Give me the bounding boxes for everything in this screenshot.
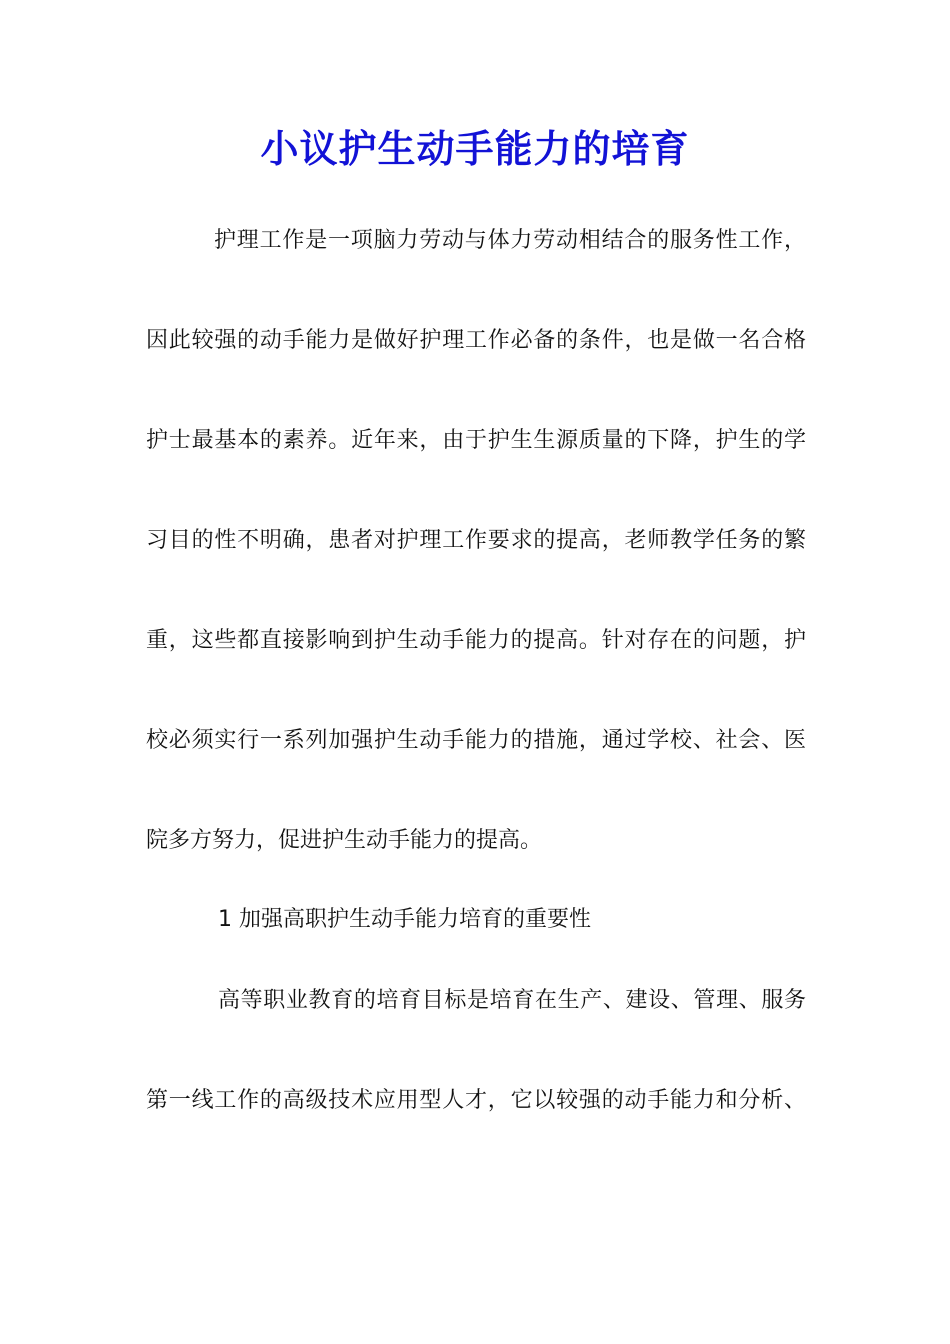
document-title: 小议护生动手能力的培育 <box>260 126 690 171</box>
paragraph-1-line-2: 因此较强的动手能力是做好护理工作必备的条件，也是做一名合格 <box>146 328 806 353</box>
paragraph-1-line-1: 护理工作是一项脑力劳动与体力劳动相结合的服务性工作， <box>214 228 806 253</box>
paragraph-1-line-7: 院多方努力，促进护生动手能力的提高。 <box>146 828 543 853</box>
section-heading: 1 加强高职护生动手能力培育的重要性 <box>218 907 591 932</box>
paragraph-1-line-5: 重，这些都直接影响到护生动手能力的提高。针对存在的问题，护 <box>146 628 806 653</box>
paragraph-2-line-1: 高等职业教育的培育目标是培育在生产、建设、管理、服务 <box>218 988 806 1013</box>
paragraph-1-line-3: 护士最基本的素养。近年来，由于护生生源质量的下降，护生的学 <box>146 428 806 453</box>
paragraph-1-line-6: 校必须实行一系列加强护生动手能力的措施，通过学校、社会、医 <box>146 728 806 753</box>
paragraph-2-line-2: 第一线工作的高级技术应用型人才，它以较强的动手能力和分析、 <box>146 1088 806 1113</box>
paragraph-1-line-4: 习目的性不明确，患者对护理工作要求的提高，老师教学任务的繁 <box>146 528 806 553</box>
